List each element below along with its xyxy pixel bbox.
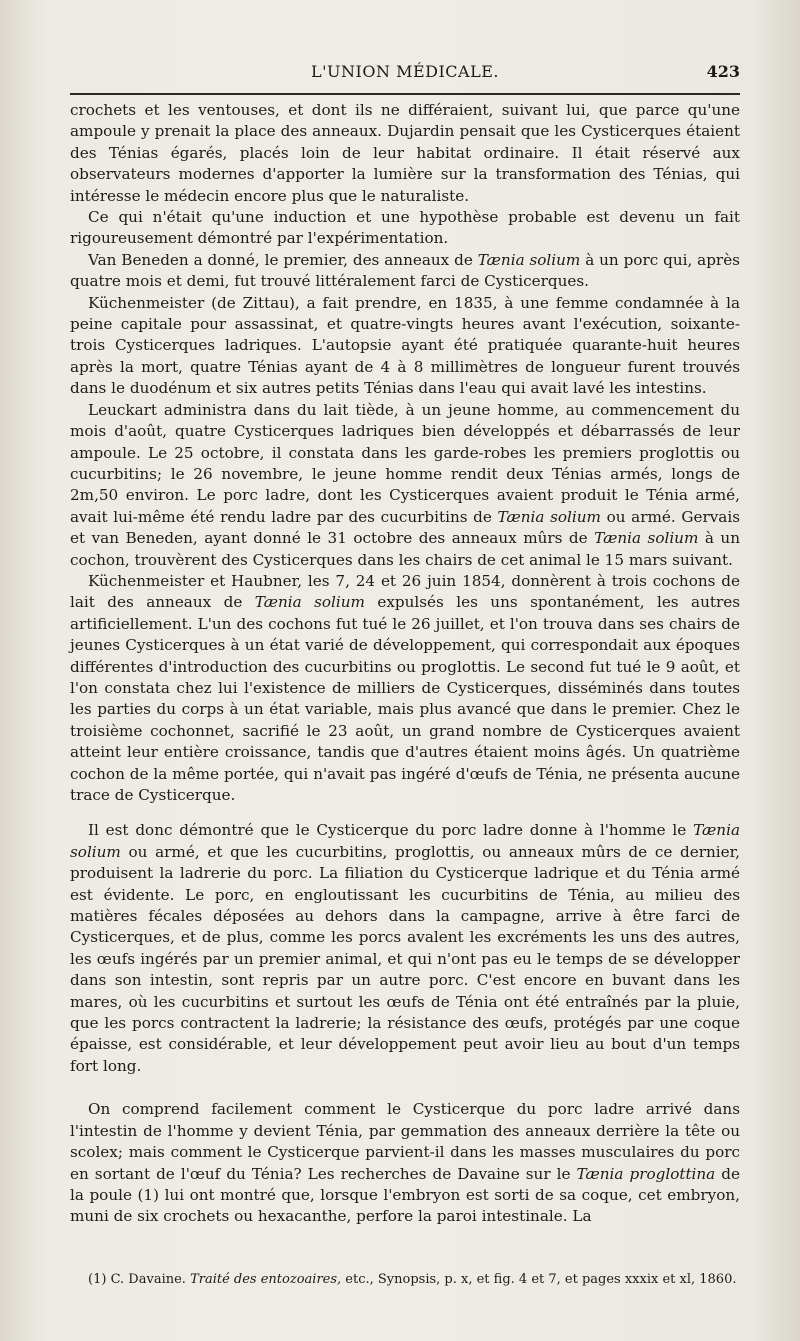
paragraph-2: Ce qui n'était qu'une induction et une hypothèse probable est devenu un fait rigoureusement démontré par l'expérimentation. bbox=[70, 208, 740, 248]
paragraph-8: On comprend facilement comment le Cysticerque du porc ladre arrivé dans l'intestin de l'homme y devient Ténia, par gemmation des anneaux derrière la tête ou scolex; mais comment le Cysticerque parvient-il dans les masses musculaires du porc en sortant de l'œuf du Ténia? Les recherches de Davaine sur le Tænia proglottina de la poule (1) lui ont montré que, lorsque l'embryon est sorti de sa coque, cet embryon, muni de six crochets ou hexacanthe, perfore la paroi intestinale. La bbox=[70, 1100, 740, 1226]
paragraph-1: crochets et les ventouses, et dont ils ne différaient, suivant lui, que parce qu'une ampoule y prenait la place des anneaux. Dujardin pensait que les Cysticerques étaient des Ténias égarés, placés loin de leur habitat ordinaire. Il était réservé aux observateurs modernes d'apporter la lumière sur la transformation des Ténias, qui intéresse le médecin encore plus que le naturaliste. bbox=[70, 101, 740, 205]
paragraph-5: Leuckart administra dans du lait tiède, à un jeune homme, au commencement du mois d'août, quatre Cysticerques ladriques bien développés et débarrassés de leur ampoule. Le 25 octobre, il constata dans les garde-robes les premiers proglottis ou cucurbitins; le 26 novembre, le jeune homme rendit deux Ténias armés, longs de 2m,50 environ. Le porc ladre, dont les Cysticerques avaient produit le Ténia armé, avait lui-même été rendu ladre par des cucurbitins de Tænia solium ou armé. Gervais et van Beneden, ayant donné le 31 octobre des anneaux mûrs de Tænia solium à un cochon, trouvèrent des Cysticerques dans les chairs de cet animal le 15 mars suivant. bbox=[70, 400, 741, 569]
paragraph-4: Küchenmeister (de Zittau), a fait prendre, en 1835, à une femme condamnée à la peine capitale pour assassinat, et quatre-vingts heures avant l'exécution, soixante-trois Cysticerques ladriques. L'autopsie ayant été pratiquée quarante-huit heures après la mort, quatre Ténias ayant de 4 à 8 millimètres de longueur furent trouvés dans le duodénum et six autres petits Ténias dans l'eau qui avait lavé les intestins. bbox=[70, 293, 740, 398]
paragraph-6: Küchenmeister et Haubner, les 7, 24 et 26 juin 1854, donnèrent à trois cochons de lait des anneaux de Tænia solium expulsés les uns spontanément, les autres artificiellement. L'un des cochons fut tué le 26 juillet, et l'on trouva dans ses chairs de jeunes Cysticerques à un état varié de développement, qui correspondait aux époques différentes d'introduction des cucurbitins ou proglottis. Le second fut tué le 9 août, et l'on constata chez lui l'existence de milliers de Cysticerques, disséminés dans toutes les parties du corps à un état variable, mais plus avancé que dans le premier. Chez le troisième cochonnet, sacrifié le 23 août, un grand nombre de Cysticerques avaient atteint leur entière croissance, tandis que d'autres étaient moins âgés. Un quatrième cochon de la même portée, qui n'avait pas ingéré d'œufs de Ténia, ne présenta aucune trace de Cysticerque. bbox=[70, 571, 740, 804]
footnote bbox=[70, 1271, 740, 1289]
body-text bbox=[70, 100, 740, 1228]
running-header bbox=[70, 58, 740, 88]
paragraph-3: Van Beneden a donné, le premier, des anneaux de Tænia solium à un porc qui, après quatre mois et demi, fut trouvé littéralement farci de Cysticerques. bbox=[70, 250, 740, 291]
header-rule bbox=[70, 93, 740, 95]
footnote-text-before: C. Davaine. bbox=[110, 1272, 191, 1287]
paragraph-7: Il est donc démontré que le Cysticerque du porc ladre donne à l'homme le Tænia solium ou armé, et que les cucurbitins, proglottis, ou anneaux mûrs de ce dernier, produisent la ladrerie du porc. La filiation du Cysticerque ladrique et du Ténia armé est évidente. Le porc, en engloutissant les cucurbitins de Ténia, au milieu des matières fécales déposées au dehors dans la campagne, arrive à être farci de Cysticerques, et de plus, comme les porcs avalent les excréments les uns des autres, les œufs ingérés par un premier animal, et qui n'ont pas eu le temps de se développer dans son intestin, sont repris par un autre porc. C'est encore en buvant dans les mares, où les cucurbitins et surtout les œufs de Ténia ont été entraînés par la pluie, que les porcs contractent la ladrerie; la résistance des œufs, protégés par une coque épaisse, est considérable, et leur développement peut avoir lieu au bout d'un temps fort long. bbox=[70, 821, 740, 1075]
footnote-title: Traité des entozoaires, bbox=[190, 1272, 342, 1287]
footnote-mark: (1) bbox=[88, 1272, 107, 1287]
running-title: L'UNION MÉDICALE. bbox=[311, 62, 499, 81]
footnote-text-after: etc., Synopsis, p. x, et fig. 4 et 7, et pages xxxix et xl, 1860. bbox=[341, 1272, 737, 1287]
page-number: 423 bbox=[706, 62, 740, 81]
